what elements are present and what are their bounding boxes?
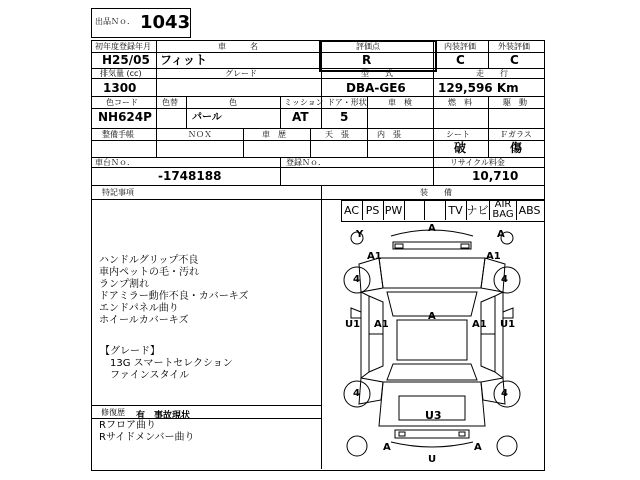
mark-u-rear-bumper: U	[428, 454, 437, 465]
lot-number: 1043	[140, 12, 191, 33]
label-nox: ＮＯＸ	[188, 130, 212, 139]
score-value: R	[362, 53, 372, 67]
color-value: パール	[192, 112, 222, 123]
repair-label: 修復歴	[101, 408, 125, 417]
mark-a1-left-door: A1	[374, 319, 389, 330]
repair-line: Rフロア曲り	[99, 420, 156, 431]
equip-pw: PW	[384, 204, 403, 217]
model-code-value: DBA-GE6	[346, 81, 406, 95]
mark-4-rear-left: 4	[353, 388, 360, 399]
grade-line: ファインスタイル	[110, 370, 190, 381]
seat-value: 破	[454, 141, 467, 155]
doors-value: 5	[340, 110, 349, 124]
label-registration: 登録Ｎｏ．	[286, 158, 326, 167]
transmission-value: AT	[292, 110, 309, 124]
label-score: 評価点	[356, 42, 380, 51]
equip-tv: TV	[448, 204, 463, 217]
first-reg-value: H25/05	[102, 53, 150, 67]
equipment-title: 装 備	[420, 188, 452, 197]
mark-y: Y	[356, 229, 364, 240]
note-line: ハンドルグリップ不良	[99, 255, 199, 266]
mark-u1-left: U1	[345, 319, 361, 330]
mark-a-front-right: A	[497, 229, 505, 240]
label-service-book: 整備手帳	[102, 130, 134, 139]
label-transmission: ミッション	[284, 98, 324, 107]
label-fuel: 燃 料	[448, 98, 472, 107]
interior-value: C	[456, 53, 465, 67]
mark-u3-rear: U3	[425, 409, 442, 422]
mark-a1-right-door: A1	[472, 319, 487, 330]
recycle-value: 10,710	[472, 169, 519, 183]
label-doors: ドア・形状	[327, 98, 367, 107]
mark-a-roof: A	[428, 311, 436, 322]
label-recycle: リサイクル料金	[450, 158, 505, 167]
equip-navi: ナビ	[466, 204, 489, 217]
mileage-value: 129,596 Km	[438, 81, 519, 95]
label-mileage: 走 行	[476, 69, 508, 78]
notes-title: 特記事項	[102, 188, 134, 197]
label-inspection: 車 検	[388, 98, 412, 107]
mark-a1-front-right: A1	[486, 251, 501, 262]
label-model-code: 型 式	[361, 69, 393, 78]
mark-4-front-right: 4	[501, 274, 508, 285]
repair-value: 有 事故現状	[136, 411, 191, 421]
label-interior: 内装評価	[444, 42, 476, 51]
label-seat: シート	[446, 130, 470, 139]
note-line: 車内ペットの毛・汚れ	[99, 267, 199, 278]
label-exterior: 外装評価	[498, 42, 530, 51]
mark-4-front-left: 4	[353, 274, 360, 285]
mark-a-front: A	[428, 223, 436, 234]
car-diagram	[321, 220, 543, 469]
label-model-name: 車 名	[218, 42, 258, 51]
chassis-value: -1748188	[158, 169, 222, 183]
label-history: 車 歴	[262, 130, 286, 139]
mark-a-rear-right: A	[474, 442, 482, 453]
label-displacement: 排気量 (cc)	[100, 69, 142, 78]
label-drive: 駆 動	[503, 98, 527, 107]
label-chassis: 車台Ｎｏ．	[95, 158, 135, 167]
label-color-change: 色替	[162, 98, 178, 107]
mark-4-rear-right: 4	[501, 388, 508, 399]
note-line: エンドパネル曲り	[99, 303, 179, 314]
note-line: ホイールカバーキズ	[99, 315, 189, 326]
mark-a-rear-left: A	[383, 442, 391, 453]
note-line: ドアミラー動作不良・カバーキズ	[99, 291, 249, 302]
label-first-reg: 初年度登録年月	[95, 42, 151, 51]
equip-ps: PS	[365, 204, 380, 217]
color-code-value: NH624P	[98, 110, 152, 124]
lot-label: 出品Ｎｏ．	[95, 17, 135, 26]
mark-a1-front-left: A1	[367, 251, 382, 262]
repair-line: Rサイドメンバー曲り	[99, 432, 195, 443]
grade-header: 【グレード】	[100, 346, 160, 357]
label-interior-trim: 内 張	[377, 130, 401, 139]
grade-line: 13G スマートセレクション	[110, 358, 233, 369]
glass-value: 傷	[510, 141, 523, 155]
note-line: ランプ割れ	[99, 279, 149, 290]
label-ceiling: 天 張	[325, 130, 349, 139]
label-glass: Ｆガラス	[500, 130, 532, 139]
label-grade: グレード	[225, 69, 257, 78]
equip-abs: ABS	[518, 204, 541, 217]
model-name-value: フィット	[160, 53, 208, 67]
mark-u1-right: U1	[500, 319, 516, 330]
label-color-code: 色コード	[106, 98, 138, 107]
exterior-value: C	[510, 53, 519, 67]
label-color: 色	[229, 98, 237, 107]
equip-airbag: AIR BAG	[492, 199, 514, 220]
equip-ac: AC	[343, 204, 359, 217]
displacement-value: 1300	[103, 81, 137, 95]
